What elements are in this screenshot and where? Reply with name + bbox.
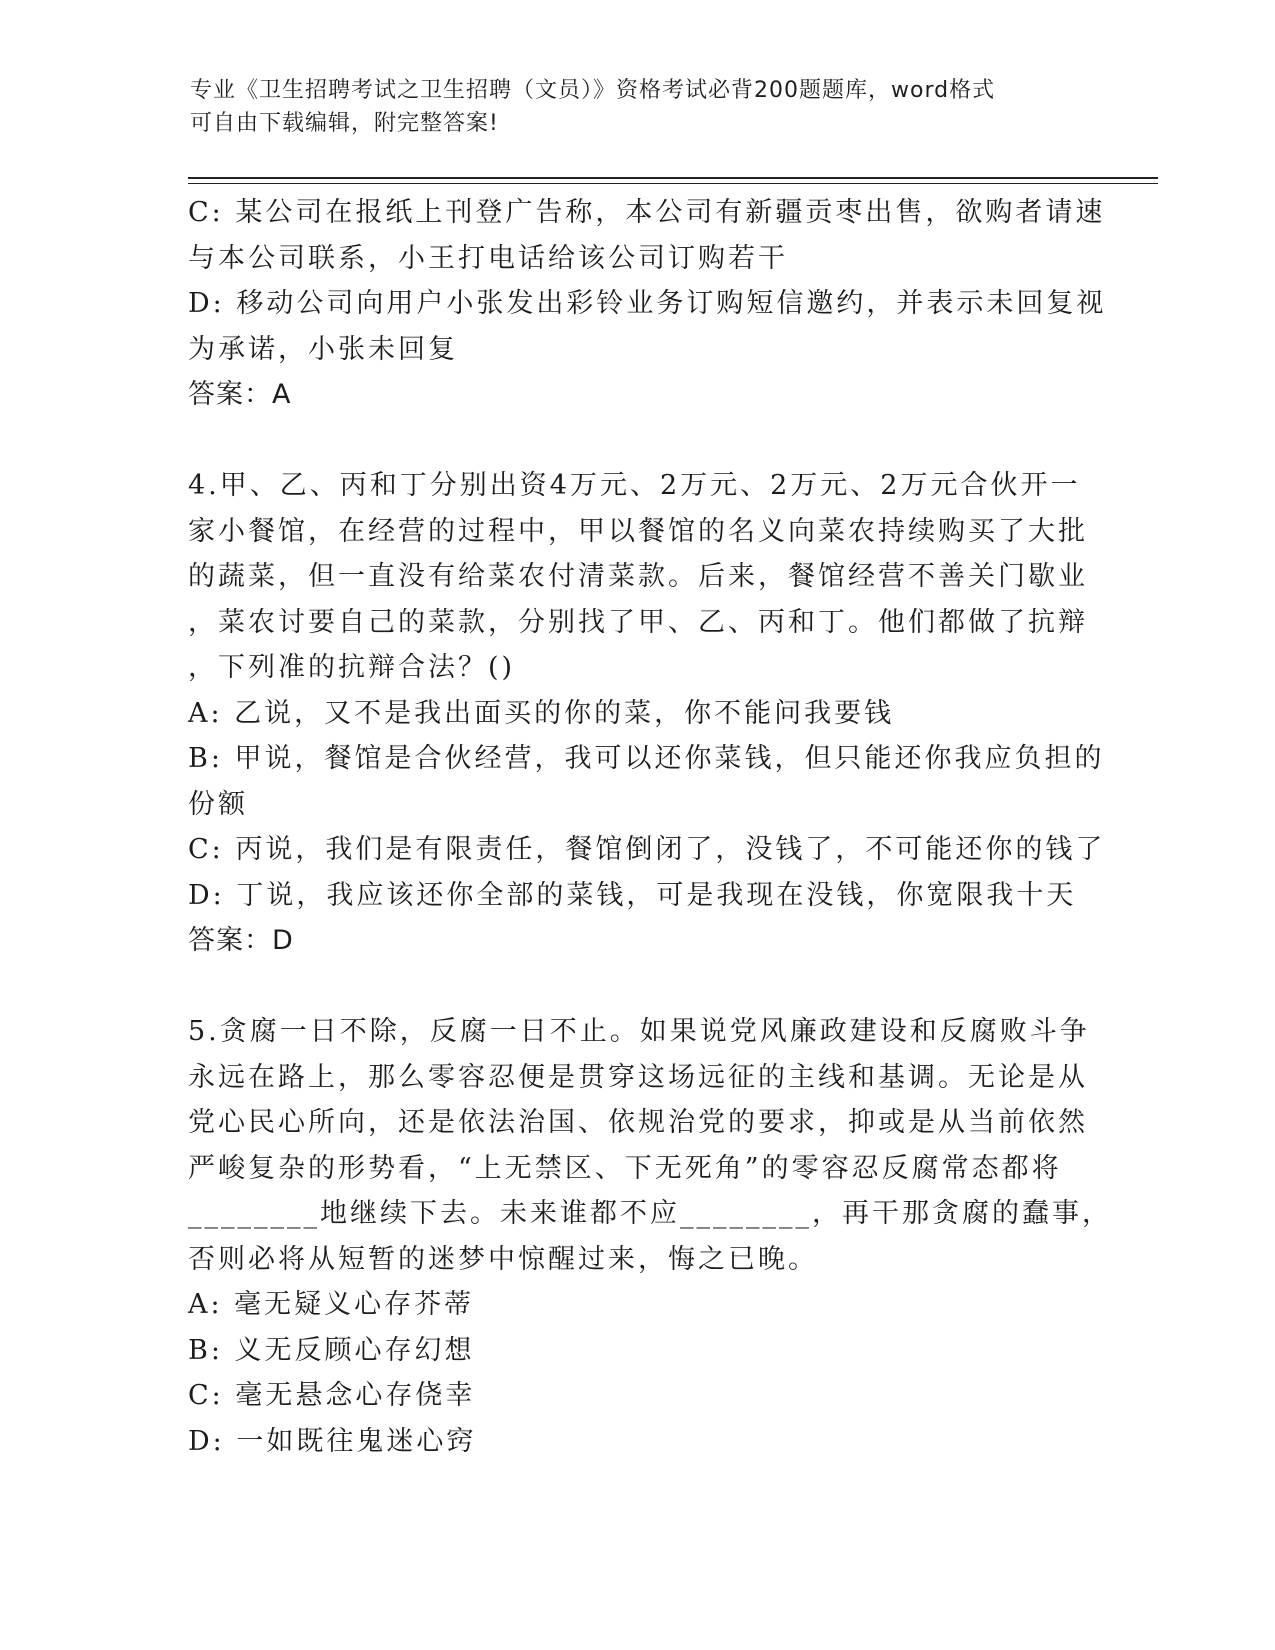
q4-option-d: D: 丁说，我应该还你全部的菜钱，可是我现在没钱，你宽限我十天 bbox=[188, 879, 1077, 911]
q5-stem-line-3: 党心民心所向，还是依法治国、依规治党的要求，抑或是从当前依然 bbox=[188, 1107, 1088, 1138]
q5-option-a: A: 毫无疑义心存芥蒂 bbox=[188, 1289, 475, 1320]
q5-stem-line-6: 否则必将从短暂的迷梦中惊醒过来，悔之已晚。 bbox=[188, 1243, 818, 1275]
q3-answer: 答案：A bbox=[188, 379, 292, 410]
q5-stem-line-1: 5.贪腐一日不除，反腐一日不止。如果说党风廉政建设和反腐败斗争 bbox=[188, 1016, 1090, 1047]
q4-option-b-line-2: 份额 bbox=[188, 788, 248, 820]
q3-option-d-line-1: D: 移动公司向用户小张发出彩铃业务订购短信邀约，并表示未回复视 bbox=[188, 288, 1107, 319]
document-header bbox=[190, 74, 1070, 140]
header-title-line-2: 可自由下载编辑，附完整答案! bbox=[190, 111, 499, 136]
q4-stem-line-2: 家小餐馆，在经营的过程中，甲以餐馆的名义向菜农持续购买了大批 bbox=[188, 515, 1088, 547]
q4-option-a: A: 乙说，又不是我出面买的你的菜，你不能问我要钱 bbox=[188, 697, 895, 729]
q4-option-c: C: 丙说，我们是有限责任，餐馆倒闭了，没钱了，不可能还你的钱了 bbox=[188, 834, 1106, 865]
q4-stem-line-5: ，下列准的抗辩合法？() bbox=[188, 652, 516, 683]
spacer bbox=[188, 418, 1088, 464]
q4-stem-line-3: 的蔬菜，但一直没有给菜农付清菜款。后来，餐馆经营不善关门歇业 bbox=[188, 561, 1088, 592]
q5-option-b: B: 义无反顾心存幻想 bbox=[188, 1334, 475, 1366]
q5-option-d: D: 一如既往鬼迷心窍 bbox=[188, 1425, 477, 1457]
q5-option-c: C: 毫无悬念心存侥幸 bbox=[188, 1380, 476, 1411]
q3-option-c-line-2: 与本公司联系，小王打电话给该公司订购若干 bbox=[188, 242, 788, 274]
header-divider-thick bbox=[188, 177, 1158, 179]
q5-stem-line-2: 永远在路上，那么零容忍便是贯穿这场远征的主线和基调。无论是从 bbox=[188, 1061, 1088, 1093]
q4-option-b-line-1: B: 甲说，餐馆是合伙经营，我可以还你菜钱，但只能还你我应负担的 bbox=[188, 743, 1105, 774]
spacer bbox=[188, 964, 1088, 1010]
q3-option-d-line-2: 为承诺，小张未回复 bbox=[188, 333, 458, 365]
q4-stem-line-4: ，菜农讨要自己的菜款，分别找了甲、乙、丙和丁。他们都做了抗辩 bbox=[188, 606, 1088, 638]
q4-stem-line-1: 4.甲、乙、丙和丁分别出资4万元、2万元、2万元、2万元合伙开一 bbox=[188, 470, 1081, 501]
header-title-line-1: 专业《卫生招聘考试之卫生招聘（文员）》资格考试必背200题题库，word格式 bbox=[190, 78, 996, 103]
q5-stem-line-5: ________地继续下去。未来谁都不应________，再干那贪腐的蠢事， bbox=[188, 1198, 1112, 1229]
q5-stem-line-4: 严峻复杂的形势看，“上无禁区、下无死角”的零容忍反腐常态都将 bbox=[188, 1152, 1062, 1184]
q4-answer: 答案：D bbox=[188, 925, 294, 956]
header-divider-thin bbox=[188, 183, 1158, 184]
document-body bbox=[188, 190, 1112, 1464]
q3-option-c-line-1: C: 某公司在报纸上刊登广告称，本公司有新疆贡枣出售，欲购者请速 bbox=[188, 197, 1106, 228]
